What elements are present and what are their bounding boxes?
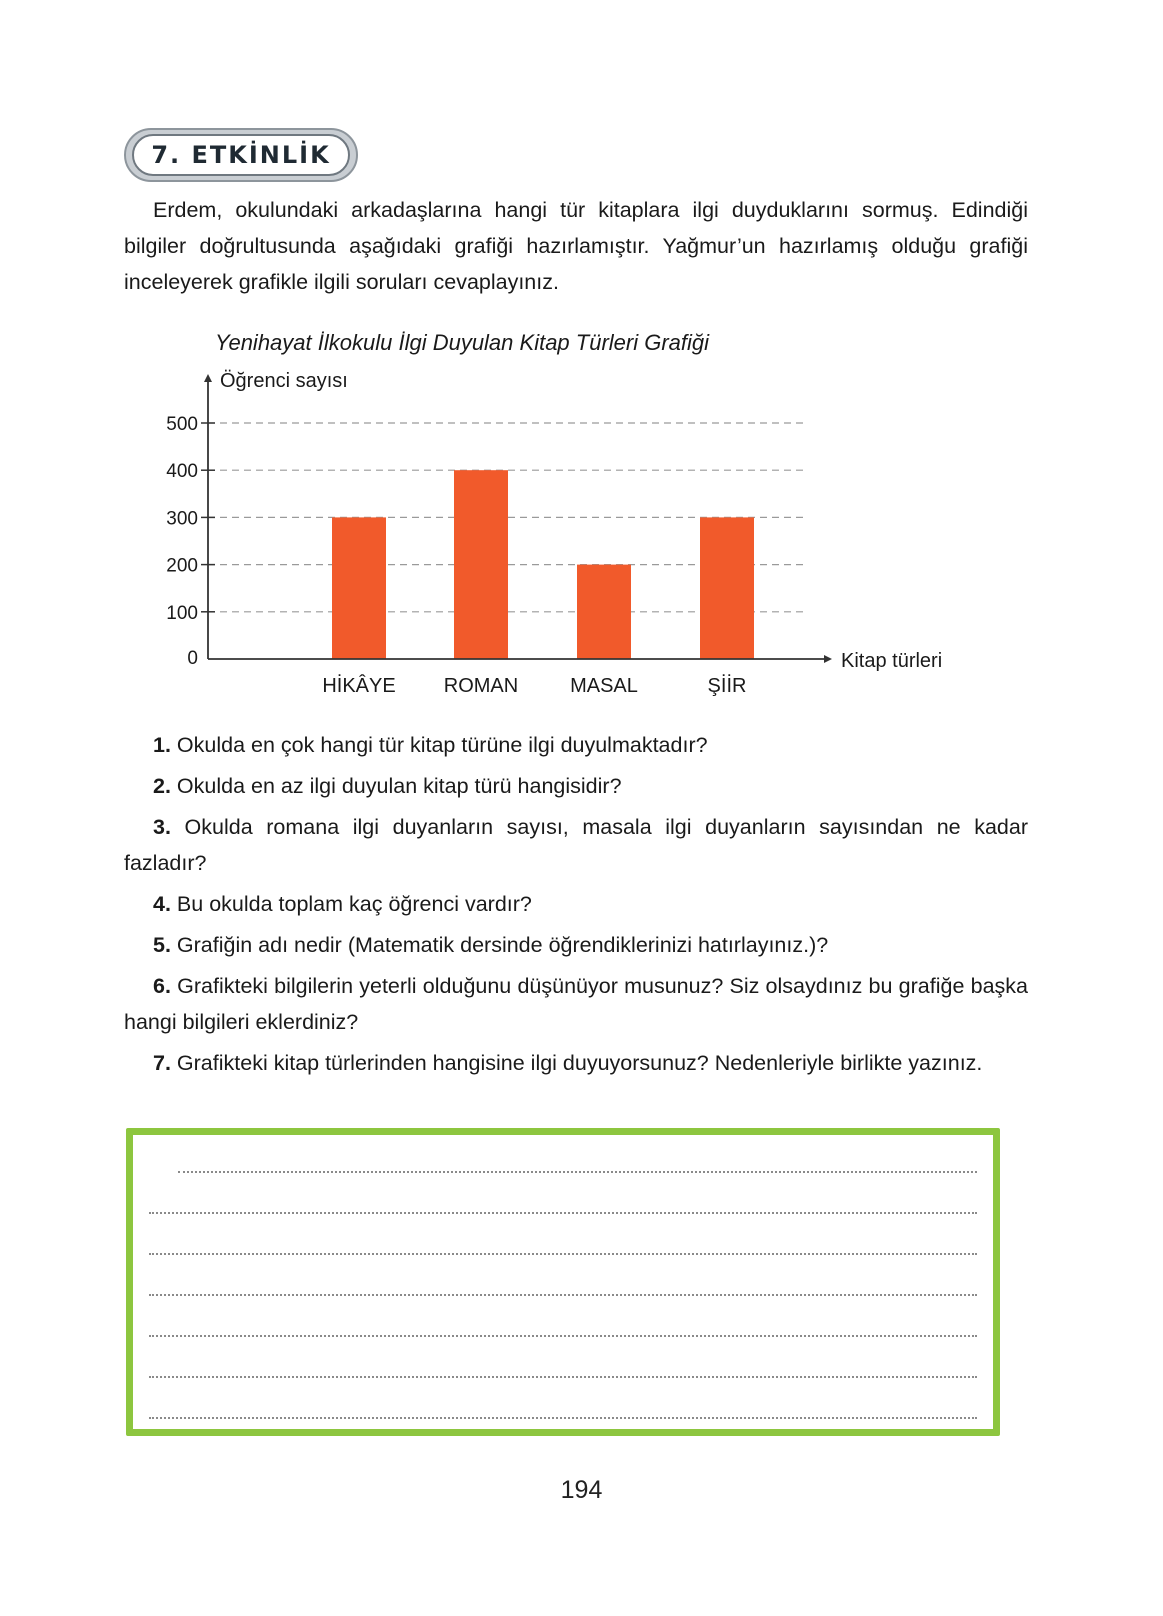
question-text: Grafikteki bilgilerin yeterli olduğunu düşünüyor musunuz? Siz olsaydınız bu grafiğe başka hangi bilgileri eklerdiniz? — [124, 974, 1028, 1034]
answer-line[interactable] — [149, 1253, 977, 1255]
x-axis-arrow — [824, 655, 832, 663]
y-tick-label: 500 — [166, 414, 198, 435]
intro-text: Erdem, okulundaki arkadaşlarına hangi tür kitaplara ilgi duyduklarını sormuş. Edindiği bilgiler doğrultusunda aşağıdaki grafiği hazırlamıştır. Yağmur’un hazırlamış olduğu grafiği inceleyerek grafikle ilgili soruları cevaplayınız. — [124, 198, 1028, 294]
y-tick-label: 100 — [166, 602, 198, 624]
bar-1 — [332, 517, 386, 659]
y-axis-arrow — [204, 374, 212, 382]
question-number: 3. — [153, 815, 171, 839]
question-text: Okulda en az ilgi duyulan kitap türü hangisidir? — [176, 774, 622, 798]
answer-line[interactable] — [149, 1212, 977, 1214]
question-list — [124, 727, 1028, 1086]
x-category-label: ROMAN — [443, 675, 519, 697]
question-2 — [124, 768, 1028, 804]
bar-2 — [454, 470, 508, 659]
bar-4 — [700, 517, 754, 659]
question-number: 6. — [153, 974, 171, 998]
question-5 — [124, 927, 1028, 963]
activity-badge — [123, 126, 359, 184]
page-number: 194 — [560, 1476, 603, 1504]
x-category-label: HİKÂYE — [322, 675, 396, 697]
bar-3 — [577, 565, 631, 659]
question-6 — [124, 968, 1028, 1040]
answer-line[interactable] — [149, 1376, 977, 1378]
y-tick-label: 400 — [166, 461, 198, 483]
question-number: 5. — [153, 933, 171, 957]
chart-title: Yenihayat İlkokulu İlgi Duyulan Kitap Türleri Grafiği — [215, 330, 710, 355]
question-text: Okulda romana ilgi duyanların sayısı, masala ilgi duyanların sayısından ne kadar fazladır? — [124, 815, 1029, 875]
x-category-label: MASAL — [570, 675, 638, 697]
question-7 — [124, 1045, 1028, 1081]
question-number: 2. — [153, 774, 171, 798]
x-axis-label: Kitap türleri — [841, 650, 943, 672]
question-3 — [124, 809, 1028, 881]
activity-title: 7. ETKİNLİK — [151, 141, 331, 169]
question-text: Grafiğin adı nedir (Matematik dersinde öğrendiklerinizi hatırlayınız.)? — [176, 933, 829, 957]
question-1 — [124, 727, 1028, 763]
question-text: Bu okulda toplam kaç öğrenci vardır? — [176, 892, 532, 916]
question-4 — [124, 886, 1028, 922]
y-axis-label: Öğrenci sayısı — [220, 370, 348, 392]
answer-line[interactable] — [178, 1171, 977, 1173]
question-text: Okulda en çok hangi tür kitap türüne ilgi duyulmaktadır? — [176, 733, 708, 757]
y-tick-label: 300 — [166, 508, 198, 530]
answer-line[interactable] — [149, 1417, 977, 1419]
intro-paragraph — [124, 192, 1028, 300]
question-number: 7. — [153, 1051, 171, 1075]
x-category-label: ŞİİR — [707, 675, 747, 697]
question-number: 1. — [153, 733, 171, 757]
answer-box[interactable] — [126, 1128, 1000, 1436]
y-tick-label: 0 — [187, 648, 198, 669]
chart-svg — [140, 330, 990, 720]
question-text: Grafikteki kitap türlerinden hangisine ilgi duyuyorsunuz? Nedenleriyle birlikte yazınız. — [176, 1051, 983, 1075]
answer-line[interactable] — [149, 1335, 977, 1337]
answer-line[interactable] — [149, 1294, 977, 1296]
question-number: 4. — [153, 892, 171, 916]
bar-chart — [140, 330, 990, 720]
y-tick-label: 200 — [166, 555, 198, 577]
